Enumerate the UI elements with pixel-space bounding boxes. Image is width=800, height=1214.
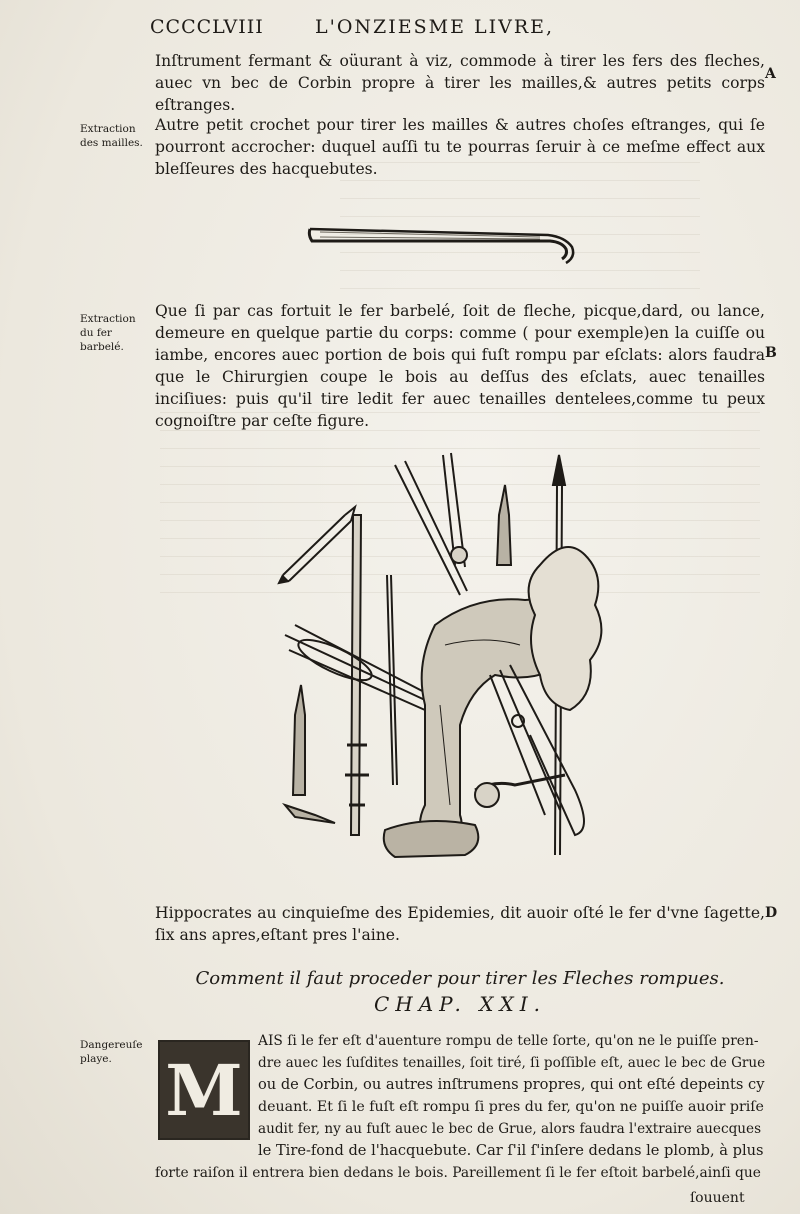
drop-capital: M: [158, 1040, 250, 1140]
folio-number: CCCCLVIII: [150, 16, 264, 38]
chapter-line: dre auec les ſuſdites tenailles, ſoit tiré, ſi poſſible eſt, auec le bec de Grue: [258, 1055, 766, 1071]
margin-note-barbele: Extraction du fer barbelé.: [80, 313, 136, 353]
chapter-line: deuant. Et ſi le fuſt eſt rompu ſi pres du fer, qu'on ne puiſſe auoir priſe: [258, 1099, 764, 1115]
chapter-line: le Tire-fond de l'hacquebute. Car ſ'il ſ'inſere dedans le plomb, à plus: [258, 1142, 764, 1159]
paragraph-instrument: Inſtrument fermant & oüurant à viz, commode à tirer les fers des fleches, auec vn bec de Corbin propre à tirer les mailles,& autres petits corps eſtranges.: [155, 52, 765, 114]
chapter-line: AIS ſi le fer eſt d'auenture rompu de telle ſorte, qu'on ne le puiſſe pren-: [258, 1033, 759, 1049]
margin-note-mailles: Extraction des mailles.: [80, 123, 143, 149]
running-title: L'ONZIESME LIVRE,: [315, 16, 555, 38]
paragraph-fer-barbele: Que ſi par cas fortuit le fer barbelé, ſoit de fleche, picque,dard, ou lance, demeure en quelque partie du corps: comme ( pour exemple)en la cuiſſe ou iambe, encores auec portion de bois qui fuſt rompu par eſclats: alors faudra que le Chirurgien coupe le bois au deſſus des eſclats, auec tenailles inciſiues: puis qu'il tire ledit fer auec tenailles dentelees,comme tu peux cognoiſtre par ceſte figure.: [155, 302, 765, 430]
margin-letter-a: A: [765, 66, 776, 82]
margin-letter-d: D: [765, 905, 778, 921]
chapter-line-full: forte raiſon il entrera bien dedans le bois. Pareillement ſi le fer eſtoit barbelé,ainſi que: [155, 1165, 761, 1181]
chapter-line: audit fer, ny au fuſt auec le bec de Grue, alors faudra l'extraire auecques: [258, 1121, 762, 1137]
chapter-title: Comment il faut proceder pour tirer les Fleches rompues.: [195, 968, 725, 989]
catchword: ſouuent: [690, 1190, 745, 1206]
margin-note-playe: Dangereuſe playe.: [80, 1039, 143, 1065]
paragraph-crochet: Autre petit crochet pour tirer les mailles & autres choſes eſtranges, qui ſe pourront accrocher: duquel auſſi tu te pourras ſeruir à ce meſme effect aux bleſſeures des hacquebutes.: [155, 116, 765, 178]
margin-letter-b: B: [765, 345, 777, 361]
hook-instrument-illustration: [300, 215, 590, 270]
chapter-number: CHAP. XXI.: [373, 992, 547, 1016]
running-header: [150, 16, 790, 42]
chapter-line: ou de Corbin, ou autres inſtrumens propres, qui ont eſté depeints cy: [258, 1076, 765, 1093]
woodcut-leg-with-instruments: [275, 445, 615, 865]
paragraph-hippocrates: Hippocrates au cinquieſme des Epidemies, dit auoir oſté le fer d'vne ſagette, ſix ans apres,eſtant pres l'aine.: [155, 904, 765, 944]
